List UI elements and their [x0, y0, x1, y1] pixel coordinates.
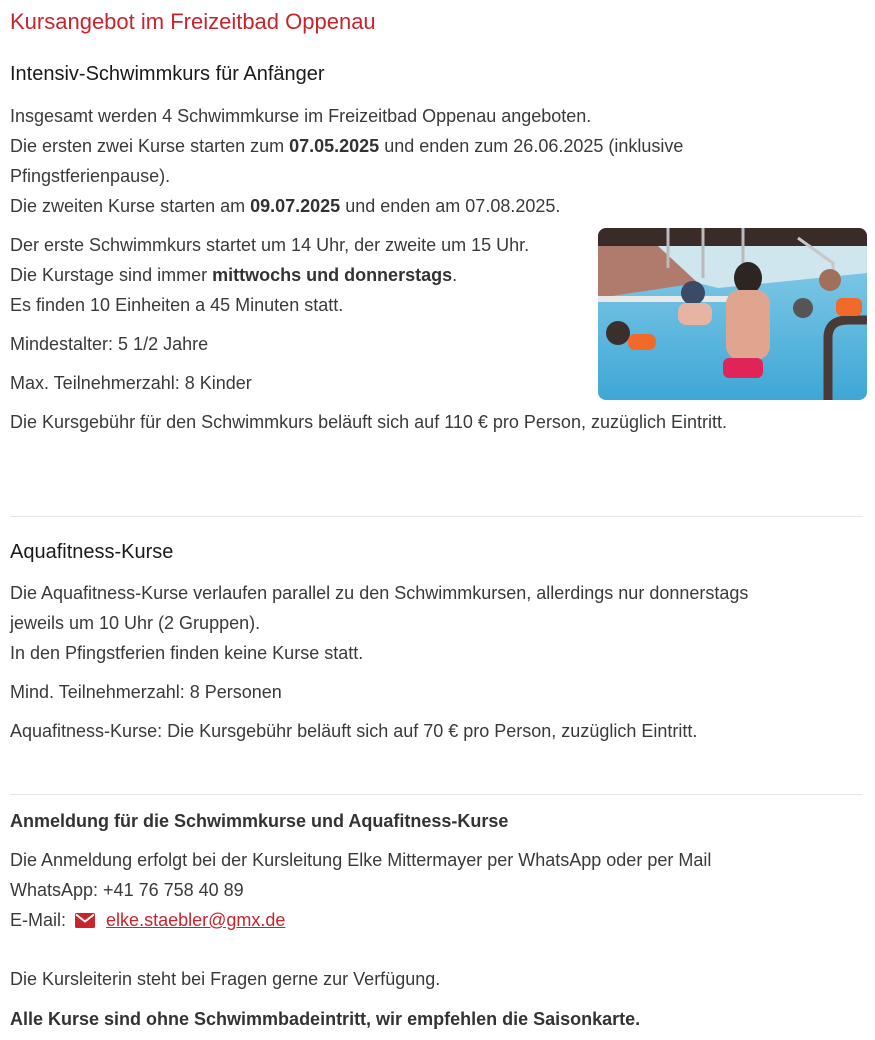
email-link[interactable]: elke.staebler@gmx.de [106, 910, 286, 930]
section-divider [10, 794, 863, 795]
swim-first-courses-wrap: Pfingstferienpause). [10, 166, 171, 186]
swim-course-heading: Intensiv-Schwimmkurs für Anfänger [10, 63, 325, 85]
envelope-icon [75, 911, 95, 933]
registration-whatsapp: WhatsApp: +41 76 758 40 89 [10, 880, 244, 900]
aqua-course-heading: Aquafitness-Kurse [10, 541, 174, 563]
swim-second-courses: Die zweiten Kurse starten am 09.07.2025 und enden am 07.08.2025. [10, 196, 561, 216]
registration-info: Die Anmeldung erfolgt bei der Kursleitung Elke Mittermayer per WhatsApp oder per Mail [10, 850, 712, 870]
section-divider [10, 516, 863, 517]
pool-photo [598, 228, 867, 400]
aqua-holidays: In den Pfingstferien finden keine Kurse statt. [10, 643, 364, 663]
page-title: Kursangebot im Freizeitbad Oppenau [10, 9, 376, 34]
aqua-desc-line2: jeweils um 10 Uhr (2 Gruppen). [10, 613, 261, 633]
swim-max-participants: Max. Teilnehmerzahl: 8 Kinder [10, 373, 252, 393]
swim-days: Die Kurstage sind immer mittwochs und donnerstags. [10, 265, 458, 285]
swim-min-age: Mindestalter: 5 1/2 Jahre [10, 334, 209, 354]
email-label: E-Mail: [10, 910, 67, 930]
swim-units: Es finden 10 Einheiten a 45 Minuten statt. [10, 295, 344, 315]
aqua-min-participants: Mind. Teilnehmerzahl: 8 Personen [10, 682, 282, 702]
aqua-desc-line1: Die Aquafitness-Kurse verlaufen parallel zu den Schwimmkursen, allerdings nur donnerstags [10, 583, 749, 603]
swim-times: Der erste Schwimmkurs startet um 14 Uhr, der zweite um 15 Uhr. [10, 235, 530, 255]
swim-first-courses: Die ersten zwei Kurse starten zum 07.05.2025 und enden zum 26.06.2025 (inklusive [10, 136, 684, 156]
swim-fee: Die Kursgebühr für den Schwimmkurs beläuft sich auf 110 € pro Person, zuzüglich Eintritt. [10, 412, 728, 432]
registration-heading: Anmeldung für die Schwimmkurse und Aquafitness-Kurse [10, 811, 509, 831]
aqua-fee: Aquafitness-Kurse: Die Kursgebühr beläuft sich auf 70 € pro Person, zuzüglich Eintritt. [10, 721, 698, 741]
registration-questions: Die Kursleiterin steht bei Fragen gerne zur Verfügung. [10, 969, 441, 989]
registration-note: Alle Kurse sind ohne Schwimmbadeintritt, wir empfehlen die Saisonkarte. [10, 1009, 641, 1029]
registration-email-row [10, 909, 285, 933]
swim-intro: Insgesamt werden 4 Schwimmkurse im Freizeitbad Oppenau angeboten. [10, 106, 592, 126]
